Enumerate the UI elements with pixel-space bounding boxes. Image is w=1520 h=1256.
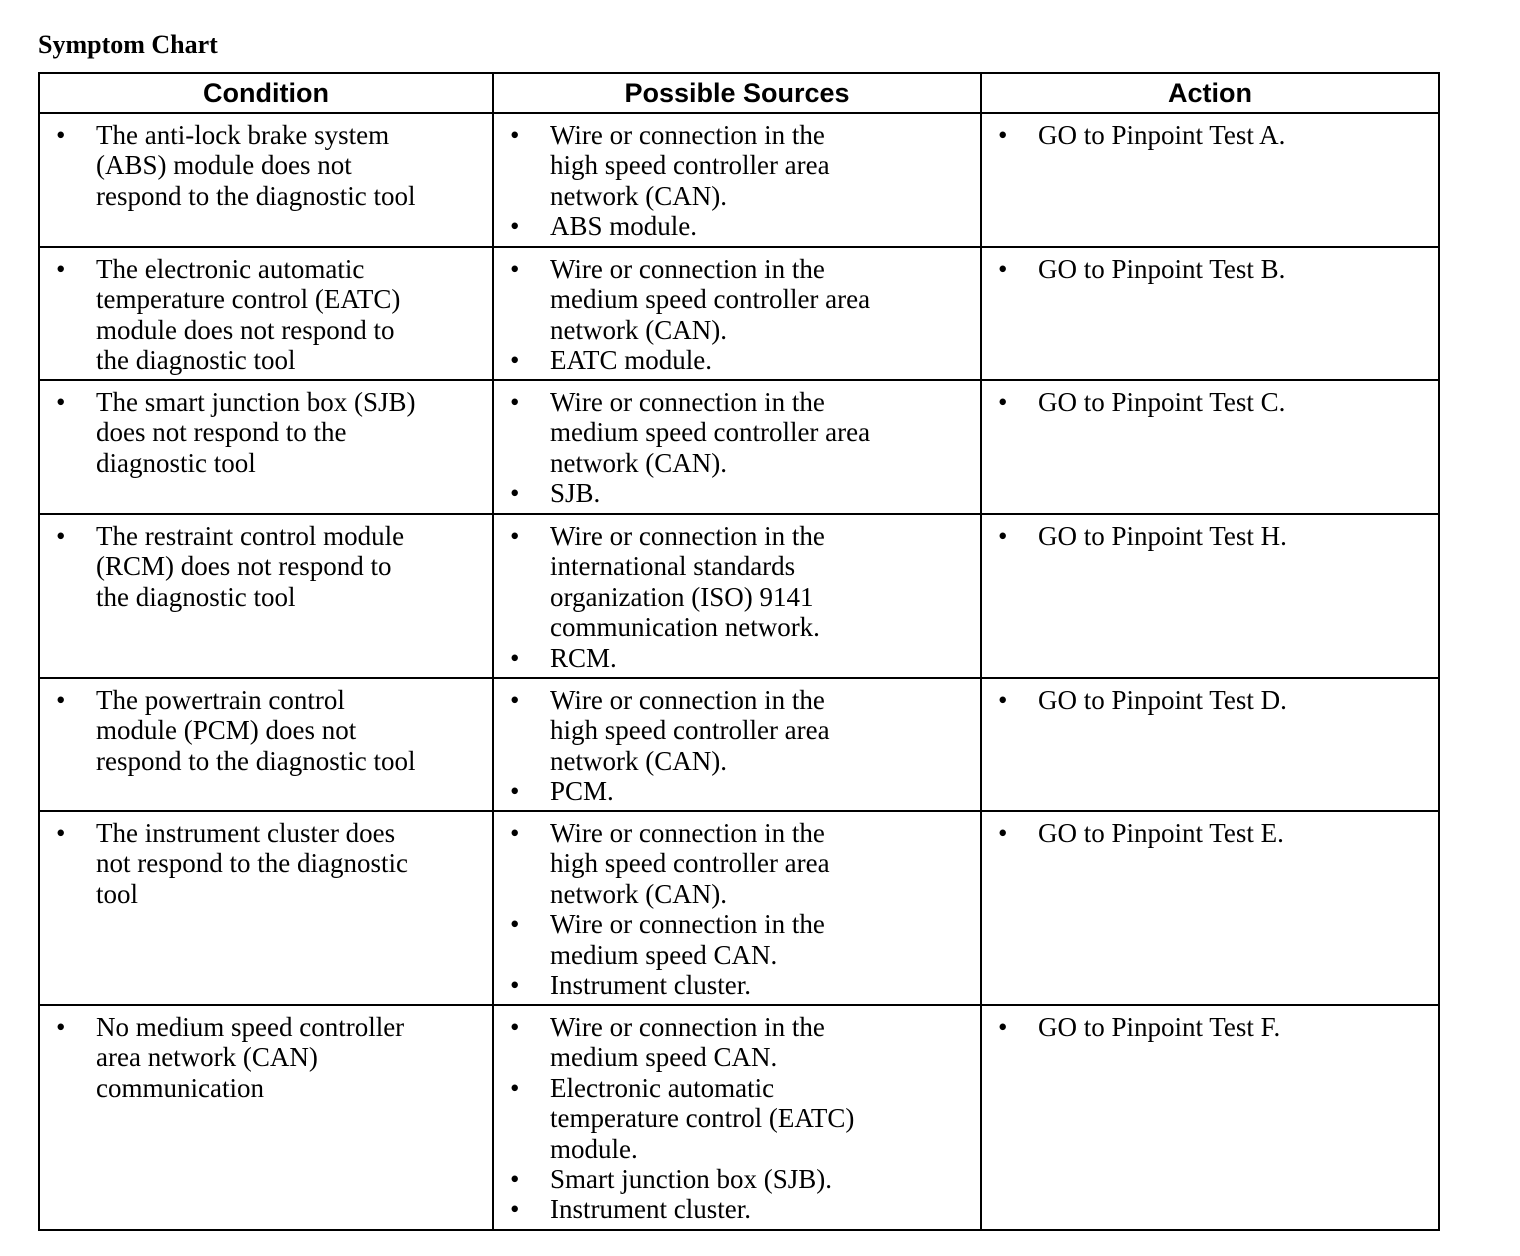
list-item xyxy=(40,387,492,478)
cell-condition xyxy=(39,678,493,811)
bullet-icon: • xyxy=(510,1164,520,1195)
list-item xyxy=(494,120,980,211)
bullet-icon: • xyxy=(510,818,520,848)
bullet-icon: • xyxy=(510,345,520,376)
cell-condition xyxy=(39,380,493,514)
list-item xyxy=(982,254,1438,284)
list-item xyxy=(982,521,1438,551)
action-list xyxy=(982,120,1438,150)
table-row xyxy=(39,113,1439,247)
cell-sources xyxy=(493,1005,981,1230)
list-item xyxy=(494,478,980,508)
bullet-icon: • xyxy=(998,387,1008,417)
sources-text: Wire or connection in the high speed controller area network (CAN). xyxy=(550,818,830,909)
condition-text: The instrument cluster does not respond to the diagnostic tool xyxy=(96,818,408,909)
list-item xyxy=(494,818,980,909)
cell-condition xyxy=(39,1005,493,1230)
list-item xyxy=(40,254,492,376)
sources-text: Electronic automatic temperature control (EATC) module. xyxy=(550,1072,855,1164)
table-row xyxy=(39,678,1439,811)
sources-text: Wire or connection in the medium speed CAN. xyxy=(550,1012,825,1073)
list-item xyxy=(982,685,1438,715)
bullet-icon: • xyxy=(510,254,520,284)
sources-list xyxy=(494,120,980,242)
header-possible-sources: Possible Sources xyxy=(493,73,981,113)
sources-text: Wire or connection in the international standards organization (ISO) 9141 communication network. xyxy=(550,521,825,643)
bullet-icon: • xyxy=(510,909,520,940)
table-row xyxy=(39,380,1439,514)
cell-action xyxy=(981,514,1439,678)
sources-text: EATC module. xyxy=(550,345,712,376)
sources-text: Wire or connection in the high speed controller area network (CAN). xyxy=(550,120,830,211)
action-text: GO to Pinpoint Test B. xyxy=(1038,254,1286,284)
sources-text: Wire or connection in the medium speed CAN. xyxy=(550,909,825,970)
condition-list xyxy=(40,120,492,211)
bullet-icon: • xyxy=(510,211,520,242)
list-item xyxy=(494,1194,980,1224)
condition-list xyxy=(40,521,492,612)
list-item xyxy=(40,818,492,909)
condition-text: No medium speed controller area network (CAN) communication xyxy=(96,1012,405,1103)
chart-title: Symptom Chart xyxy=(38,30,218,59)
table-row xyxy=(39,514,1439,678)
bullet-icon: • xyxy=(56,254,66,284)
cell-condition xyxy=(39,113,493,247)
table-row xyxy=(39,1005,1439,1230)
sources-text: SJB. xyxy=(550,478,601,509)
action-text: GO to Pinpoint Test E. xyxy=(1038,818,1284,848)
bullet-icon: • xyxy=(56,1012,66,1042)
bullet-icon: • xyxy=(56,521,66,551)
sources-text: Instrument cluster. xyxy=(550,1194,751,1225)
condition-text: The smart junction box (SJB) does not respond to the diagnostic tool xyxy=(96,387,416,478)
condition-list xyxy=(40,1012,492,1103)
sources-text: Wire or connection in the high speed controller area network (CAN). xyxy=(550,685,830,776)
condition-list xyxy=(40,685,492,776)
bullet-icon: • xyxy=(56,818,66,848)
list-item xyxy=(494,776,980,806)
bullet-icon: • xyxy=(510,1072,520,1103)
list-item xyxy=(40,685,492,776)
cell-sources xyxy=(493,678,981,811)
bullet-icon: • xyxy=(510,120,520,150)
bullet-icon: • xyxy=(510,521,520,551)
action-text: GO to Pinpoint Test F. xyxy=(1038,1012,1281,1042)
list-item xyxy=(982,120,1438,150)
cell-action xyxy=(981,1005,1439,1230)
list-item xyxy=(40,1012,492,1103)
sources-list xyxy=(494,387,980,509)
cell-condition xyxy=(39,247,493,380)
bullet-icon: • xyxy=(510,970,520,1001)
bullet-icon: • xyxy=(510,685,520,715)
sources-text: Wire or connection in the medium speed controller area network (CAN). xyxy=(550,387,871,478)
cell-action xyxy=(981,247,1439,380)
bullet-icon: • xyxy=(510,387,520,417)
list-item xyxy=(494,1073,980,1164)
cell-condition xyxy=(39,811,493,1005)
cell-action xyxy=(981,811,1439,1005)
cell-sources xyxy=(493,247,981,380)
bullet-icon: • xyxy=(998,120,1008,150)
sources-list xyxy=(494,818,980,1000)
list-item xyxy=(494,1164,980,1194)
bullet-icon: • xyxy=(998,818,1008,848)
action-list xyxy=(982,818,1438,848)
bullet-icon: • xyxy=(510,478,520,509)
sources-list xyxy=(494,254,980,376)
list-item xyxy=(494,970,980,1000)
sources-text: Instrument cluster. xyxy=(550,970,751,1001)
cell-sources xyxy=(493,811,981,1005)
list-item xyxy=(494,909,980,970)
sources-list xyxy=(494,521,980,673)
list-item xyxy=(982,818,1438,848)
condition-list xyxy=(40,387,492,478)
bullet-icon: • xyxy=(510,1194,520,1225)
condition-text: The restraint control module (RCM) does not respond to the diagnostic tool xyxy=(96,521,405,612)
condition-text: The anti-lock brake system (ABS) module does not respond to the diagnostic tool xyxy=(96,120,416,211)
table-row xyxy=(39,247,1439,380)
cell-action xyxy=(981,113,1439,247)
list-item xyxy=(40,521,492,612)
bullet-icon: • xyxy=(510,776,520,807)
action-list xyxy=(982,387,1438,417)
sources-text: ABS module. xyxy=(550,211,698,242)
condition-text: The powertrain control module (PCM) does not respond to the diagnostic tool xyxy=(96,685,416,776)
bullet-icon: • xyxy=(998,1012,1008,1042)
list-item xyxy=(494,1012,980,1073)
sources-list xyxy=(494,685,980,807)
action-text: GO to Pinpoint Test A. xyxy=(1038,120,1286,150)
list-item xyxy=(982,387,1438,417)
sources-text: Smart junction box (SJB). xyxy=(550,1164,832,1195)
list-item xyxy=(494,211,980,241)
bullet-icon: • xyxy=(998,521,1008,551)
header-action: Action xyxy=(981,73,1439,113)
list-item xyxy=(494,387,980,478)
bullet-icon: • xyxy=(998,685,1008,715)
cell-action xyxy=(981,380,1439,514)
sources-text: RCM. xyxy=(550,642,617,673)
sources-text: PCM. xyxy=(550,776,614,807)
table-row xyxy=(39,811,1439,1005)
header-condition: Condition xyxy=(39,73,493,113)
symptom-chart-table xyxy=(38,72,1440,1231)
sources-text: Wire or connection in the medium speed controller area network (CAN). xyxy=(550,254,871,345)
action-text: GO to Pinpoint Test H. xyxy=(1038,521,1287,551)
list-item xyxy=(494,521,980,643)
bullet-icon: • xyxy=(510,642,520,673)
list-item xyxy=(494,685,980,776)
cell-sources xyxy=(493,514,981,678)
condition-list xyxy=(40,254,492,376)
cell-sources xyxy=(493,380,981,514)
list-item xyxy=(494,254,980,345)
condition-list xyxy=(40,818,492,909)
bullet-icon: • xyxy=(56,120,66,150)
list-item xyxy=(982,1012,1438,1042)
action-text: GO to Pinpoint Test C. xyxy=(1038,387,1286,417)
action-list xyxy=(982,685,1438,715)
action-list xyxy=(982,1012,1438,1042)
list-item xyxy=(494,345,980,375)
bullet-icon: • xyxy=(56,387,66,417)
action-list xyxy=(982,254,1438,284)
list-item xyxy=(494,643,980,673)
action-text: GO to Pinpoint Test D. xyxy=(1038,685,1287,715)
bullet-icon: • xyxy=(510,1012,520,1042)
header-row xyxy=(39,73,1439,113)
bullet-icon: • xyxy=(998,254,1008,284)
list-item xyxy=(40,120,492,211)
sources-list xyxy=(494,1012,980,1225)
action-list xyxy=(982,521,1438,551)
bullet-icon: • xyxy=(56,685,66,715)
cell-action xyxy=(981,678,1439,811)
cell-sources xyxy=(493,113,981,247)
condition-text: The electronic automatic temperature control (EATC) module does not respond to the diagnostic tool xyxy=(96,254,401,376)
cell-condition xyxy=(39,514,493,678)
